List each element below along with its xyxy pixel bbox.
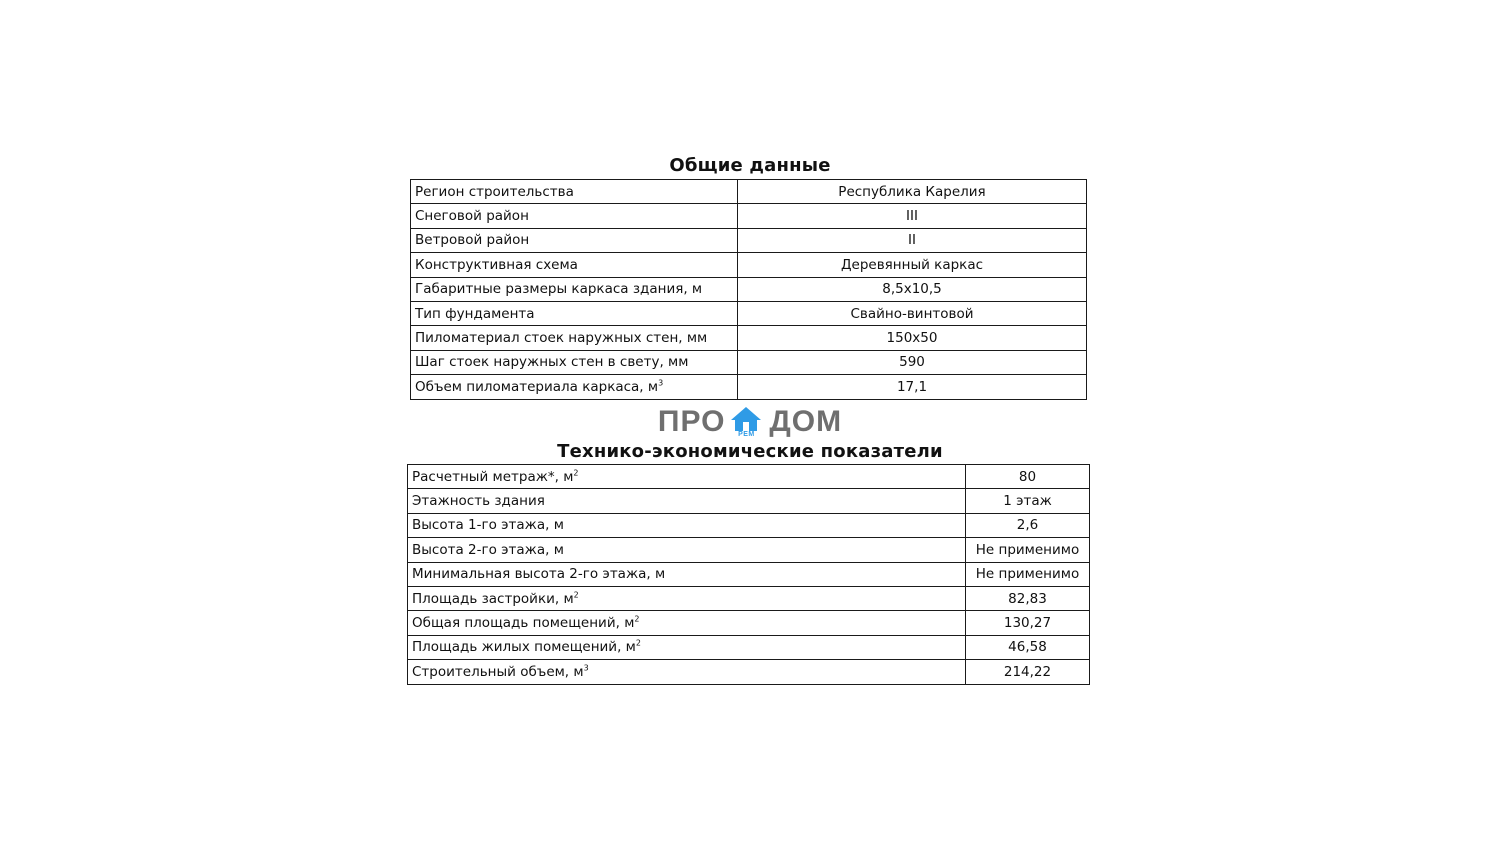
row-value: 214,22 bbox=[966, 660, 1090, 684]
row-label: Пиломатериал стоек наружных стен, мм bbox=[411, 326, 738, 350]
table-row bbox=[411, 301, 1087, 325]
table-row bbox=[408, 586, 1090, 610]
row-value: 2,6 bbox=[966, 513, 1090, 537]
house-icon bbox=[729, 406, 763, 438]
row-label: Общая площадь помещений, $м^2$ bbox=[408, 611, 966, 635]
general-data-table bbox=[410, 179, 1087, 400]
row-label: Снеговой район bbox=[411, 204, 738, 228]
table-row bbox=[408, 660, 1090, 684]
row-value: 130,27 bbox=[966, 611, 1090, 635]
row-label: Объем пиломатериала каркаса, $м^3$ bbox=[411, 375, 738, 399]
row-label: Минимальная высота 2-го этажа, м bbox=[408, 562, 966, 586]
row-value: Деревянный каркас bbox=[738, 253, 1087, 277]
row-label: Высота 2-го этажа, м bbox=[408, 538, 966, 562]
row-label: Габаритные размеры каркаса здания, м bbox=[411, 277, 738, 301]
table-row bbox=[408, 489, 1090, 513]
unit-superscript: 3 bbox=[658, 378, 664, 388]
table-row bbox=[408, 538, 1090, 562]
table-row bbox=[411, 228, 1087, 252]
unit-superscript: 2 bbox=[635, 638, 641, 648]
row-label: Расчетный метраж*, $м^2$ bbox=[408, 465, 966, 489]
table-row bbox=[411, 375, 1087, 399]
row-value: Республика Карелия bbox=[738, 180, 1087, 204]
row-label: Этажность здания bbox=[408, 489, 966, 513]
row-value: 82,83 bbox=[966, 586, 1090, 610]
table-row bbox=[408, 611, 1090, 635]
row-value: Не применимо bbox=[966, 562, 1090, 586]
row-label: Ветровой район bbox=[411, 228, 738, 252]
row-value: 17,1 bbox=[738, 375, 1087, 399]
table-row bbox=[408, 562, 1090, 586]
row-value: 80 bbox=[966, 465, 1090, 489]
logo-text-left: ПРО bbox=[657, 405, 726, 438]
tech-indicators-table bbox=[407, 464, 1090, 685]
logo-subtext: РЕМ bbox=[738, 431, 755, 438]
table-row bbox=[411, 350, 1087, 374]
row-label: Регион строительства bbox=[411, 180, 738, 204]
tech-indicators-title: Технико-экономические показатели bbox=[557, 441, 943, 462]
row-value: Свайно-винтовой bbox=[738, 301, 1087, 325]
row-value: 1 этаж bbox=[966, 489, 1090, 513]
row-label: Строительный объем, $м^3$ bbox=[408, 660, 966, 684]
row-label: Тип фундамента bbox=[411, 301, 738, 325]
prodom-logo bbox=[0, 402, 1500, 442]
general-data-title: Общие данные bbox=[669, 155, 831, 176]
unit-superscript: 3 bbox=[583, 663, 589, 673]
row-label: Площадь застройки, $м^2$ bbox=[408, 586, 966, 610]
row-value: Не применимо bbox=[966, 538, 1090, 562]
table-row bbox=[411, 204, 1087, 228]
table-row bbox=[408, 635, 1090, 659]
table-row bbox=[411, 277, 1087, 301]
row-value: 590 bbox=[738, 350, 1087, 374]
row-value: II bbox=[738, 228, 1087, 252]
unit-superscript: 2 bbox=[573, 590, 579, 600]
row-label: Площадь жилых помещений, $м^2$ bbox=[408, 635, 966, 659]
table-row bbox=[411, 326, 1087, 350]
row-value: 8,5х10,5 bbox=[738, 277, 1087, 301]
row-label: Конструктивная схема bbox=[411, 253, 738, 277]
row-value: 46,58 bbox=[966, 635, 1090, 659]
logo-text-right: ДОМ bbox=[769, 405, 843, 438]
row-value: 150х50 bbox=[738, 326, 1087, 350]
unit-superscript: 2 bbox=[634, 614, 640, 624]
row-label: Высота 1-го этажа, м bbox=[408, 513, 966, 537]
unit-superscript: 2 bbox=[573, 468, 579, 478]
table-row bbox=[411, 180, 1087, 204]
row-label: Шаг стоек наружных стен в свету, мм bbox=[411, 350, 738, 374]
table-row bbox=[408, 513, 1090, 537]
row-value: III bbox=[738, 204, 1087, 228]
table-row bbox=[408, 465, 1090, 489]
table-row bbox=[411, 253, 1087, 277]
